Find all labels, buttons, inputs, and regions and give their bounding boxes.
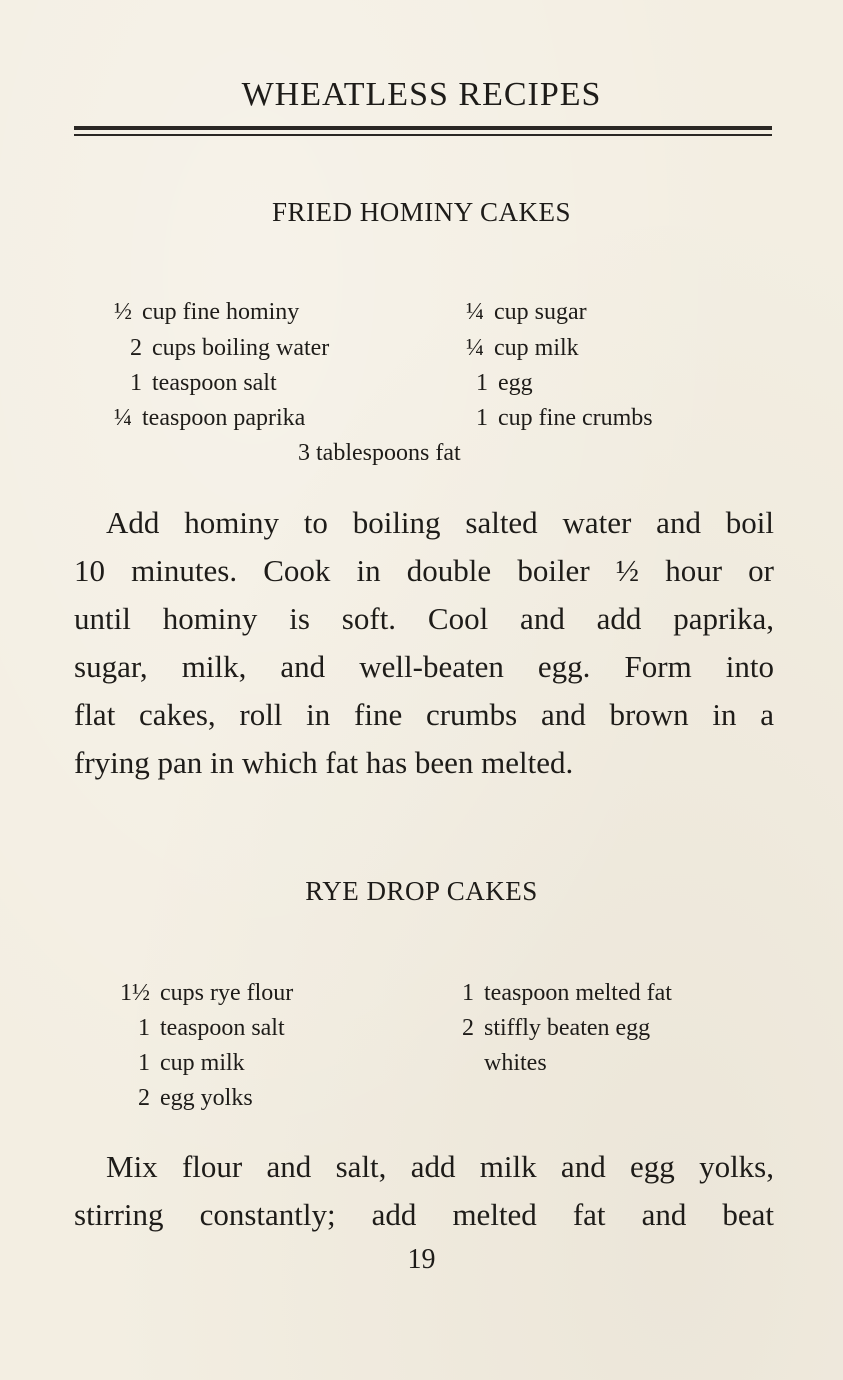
instruction-line: until hominy is soft. Cool and add paprika,: [74, 601, 774, 636]
ingredient-item: ½ cup fine hominy: [114, 299, 300, 325]
ingredient-item: 1½ cups rye flour: [120, 980, 294, 1006]
recipe-instructions: [74, 499, 774, 787]
recipe-instructions: [74, 1143, 774, 1239]
instruction-line: stirring constantly; add melted fat and beat: [74, 1197, 774, 1232]
instruction-line: Mix flour and salt, add milk and egg yolks,: [106, 1149, 774, 1184]
ingredient-item: ¼ cup milk: [466, 335, 579, 361]
ingredient-item: whites: [484, 1050, 547, 1076]
ingredient-item: ¼ teaspoon paprika: [114, 405, 306, 431]
ingredient-item: 1 teaspoon salt: [138, 1015, 285, 1041]
ingredient-item: 1 teaspoon melted fat: [462, 980, 672, 1006]
recipe-title-rye-drop-cakes: RYE DROP CAKES: [305, 876, 538, 906]
running-head: WHEATLESS RECIPES: [241, 76, 602, 113]
header-rule-thin: [74, 134, 772, 136]
instruction-line: frying pan in which fat has been melted.: [74, 745, 574, 780]
ingredient-item: 2 cups boiling water: [130, 335, 330, 361]
header-rule-thick: [74, 126, 772, 130]
ingredient-item: 3 tablespoons fat: [298, 440, 461, 466]
ingredient-item: 1 teaspoon salt: [130, 370, 277, 396]
instruction-line: flat cakes, roll in fine crumbs and brown in a: [74, 697, 774, 732]
ingredient-item: 2 egg yolks: [138, 1085, 253, 1111]
recipe-title-fried-hominy-cakes: FRIED HOMINY CAKES: [271, 197, 571, 227]
ingredient-item: 1 cup milk: [138, 1050, 245, 1076]
ingredient-item: 1 cup fine crumbs: [476, 405, 653, 431]
ingredient-item: 1 egg: [476, 370, 533, 396]
ingredient-item: ¼ cup sugar: [466, 299, 587, 325]
page-number: 19: [407, 1244, 436, 1275]
instruction-line: 10 minutes. Cook in double boiler ½ hour or: [74, 553, 774, 588]
instruction-line: sugar, milk, and well-beaten egg. Form into: [74, 649, 774, 684]
instruction-line: Add hominy to boiling salted water and boil: [106, 505, 774, 540]
ingredient-item: 2 stiffly beaten egg: [462, 1015, 651, 1041]
